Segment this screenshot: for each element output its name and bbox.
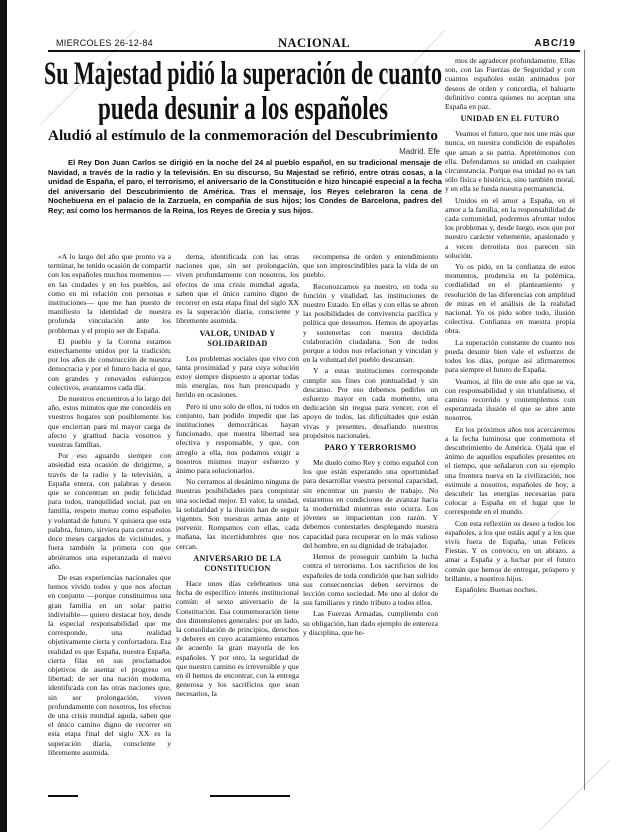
column-1 (48, 252, 171, 759)
headline-line-2: pueda desunir a los españoles (98, 91, 389, 125)
footer-rule (210, 795, 290, 797)
paragraph: Me duelo como Rey y como español con los que están esperando una oportunidad para desarrollar vuestra personal capacidad, sin encontrar un puesto de trabajo. No estaremos en condiciones de avanzar hacia la modernidad mientras esto ocurra. Los jóvenes se impacientan con razón. Y debemos contestarles desplegando nuestra capacidad para recuperar en lo más valioso del hombre, en su dignidad de trabajador. (303, 458, 438, 550)
subheadline: Aludió al estímulo de la conmemoración del Descubrimiento (48, 128, 438, 144)
paragraph: En los próximos años nos acercaremos a la fecha luminosa que conmemora el descubrimiento de América. Ojalá que el ánimo de aquellos españoles presentes en el tiempo, que señalaron con su ejemplo una frontera nueva en la civilización, nos estimule a nosotros, españoles de hoy, a descubrir las energías necesarias para colocar a España en el lugar que le corresponde en el mundo. (445, 424, 575, 517)
paragraph: Yo os pido, en la confianza de estos momentos, prudencia en la polémica, cordialidad en el planteamiento y resolución de las diferencias con amplitud de miras en el análisis de la realidad nacional. Yo os pido sobre todo, ilusión colectiva. Confianza en nuestra propia obra. (445, 262, 575, 336)
paragraph: Por eso aguardo siempre con ansiedad esta ocasión de dirigirme, a través de la radio y la televisión, a España entera, con palabras y deseos que se concentran en pedir felicidad para todos, tranquilidad social, paz en familia, respeto mutuo como españoles y voluntad de futuro. Y quisiera que esta palabra, futuro, sirviera para cerrar estos doce meses cargados de vicisitudes, y fuera también la primera con que abriéramos una esperanzada el nuevo año. (48, 451, 172, 571)
subsection-heading: VALOR, UNIDAD Y SOLIDARIDAD (199, 328, 276, 348)
subsection-heading: PARO Y TERRORISMO (324, 443, 417, 453)
column-2 (176, 252, 299, 701)
headline-line-1: Su Majestad pidió la superación de cuanto (44, 56, 442, 92)
column-divider (584, 50, 585, 790)
paragraph: Unidos en el amor a España, en el amor a la familia, en la responsabilidad de cada comunidad, podremos afrontar todos los problemas y, desde luego, esos que por nuestro carácter vehemente, apasionado y a veces derrotista nos parecen sin solución. (445, 195, 575, 260)
dateline: Madrid. Efe (399, 147, 440, 156)
subsection-heading: ANIVERSARIO DE LA CONSTITUCION (193, 553, 282, 573)
paragraph: No cerramos al desánimo ninguna de nuestras posibilidades para conquistar una sociedad mejor. El valor, la unidad, la solidaridad y la ilusión han de seguir vigentes. Son nuestras armas ante el porvenir. Rompamos con ellas, cada mañana, las incertidumbres que nos cercan. (176, 477, 299, 551)
footer-rule (48, 795, 78, 797)
section-name: NACIONAL (278, 36, 351, 50)
paragraph: recompensa de orden y entendimiento que son imprescindibles para la vida de un pueblo. (303, 252, 438, 280)
paragraph: Las Fuerzas Armadas, cumpliendo con su obligación, han dado ejemplo de entereza y disciplina, que he- (303, 609, 438, 637)
headline (44, 55, 442, 125)
watermark-stroke (540, 760, 610, 830)
column-4 (445, 56, 575, 596)
page-number: ABC/19 (534, 38, 576, 49)
paragraph: De esas experiencias nacionales que hemos vivido todos y que nos afectan en conjunto —porque constituimos una gran familia en un solar patrio indivisible— quiero destacar hoy, desde la especial responsabilidad que me corresponde, una realidad objetivamente cierta y confortadora. Esa realidad es que España, nuestra España, cierra filas en sus proclamados objetivos de asentar el progreso en libertad; de ser una nación moderna, identificada con las otras naciones que, sin ser prolongación, viven profundamente con nosotros, los efectos de una crisis mundial aguda, saben que el único camino digno de recorrer en esta etapa final del siglo XX es la superación diaria, consciente y libremente asumida. (48, 572, 171, 757)
paragraph: Reconozcamos ya nuestro, en toda su función y vitalidad, las instituciones de nuestro Estado. En ellas y con ellas se abren las posibilidades de convivencia pacífica y política que deseamos. Hemos de apoyarlas y sostenerlas con nuestra decidida colaboración ciudadana. Son de todos porque a todos nos relacionan y vinculan y en la voluntad del pueblo descansan. (303, 281, 438, 365)
subsection-heading: UNIDAD EN EL FUTURO (460, 114, 560, 124)
issue-date: MIERCOLES 26-12-84 (56, 38, 153, 48)
paragraph: mos de agradecer profundamente. Ellas son, con las Fuerzas de Seguridad y con cuantos españoles están animados por deseos de orden y concordia, el baluarte definitivo contra quienes no aceptan una España en paz. (445, 56, 575, 112)
paragraph: Y a estas instituciones corresponde cumplir sus fines con puntualidad y sin descanso. Por eso debemos pedirles un esfuerzo mayor en cada momento, una dedicación sin tregua para vencer, con el apoyo de todos, las dificultades que están vivas y presentes, desafiando nuestros propósitos nacionales. (303, 366, 438, 440)
header-rule (48, 50, 580, 52)
paragraph: Con esta reflexión os deseo a todos los españoles, a los que estáis aquí y a los que vivís fuera de España, unas Felices Fiestas. Y os convoco, en un abrazo, a amar a España y a luchar por el futuro común que hemos de entregar, próspero y brillante, a nuestros hijos. (445, 518, 575, 583)
lead-paragraph: El Rey Don Juan Carlos se dirigió en la noche del 24 al pueblo español, en su tradicional mensaje de Navidad, a través de la radio y la televisión. En su discurso, Su Majestad se refirió, entre otras cosas, a la unidad de España, el paro, el terrorismo, el aniversario de la Constitución e hizo hincapié especial a la fecha del aniversario del Descubrimiento de América. Tras el mensaje, los Reyes celebraron la cena de Nochebuena en el palacio de la Zarzuela, en compañía de sus hijos; los Condes de Barcelona, padres del Rey; así como los hermanos de la Reina, los Reyes de Grecia y sus hijos. (48, 158, 442, 215)
paragraph: Veamos el futuro, que nos une más que nunca, en nuestra condición de españoles que aman a su patria. Apretémonos con ella. Defendamos su unidad en cualquier circunstancia. Porque esa unidad no es tan sólo física e histórica, sino también moral, y en ella se funda nuestra permanencia. (445, 129, 575, 194)
paragraph: Veamos, al filo de este año que se va, con responsabilidad y sin triunfalismo, el camino recorrido y contemplemos con esperanzada ilusión el que se abre ante nosotros. (445, 376, 575, 423)
paragraph: La superación constante de cuanto nos pueda desunir bien vale el esfuerzo de todos los días, porque así afirmaremos para siempre el futuro de España. (445, 337, 575, 375)
paragraph: Los problemas sociales que vivo con tanta proximidad y para cuya solución estoy siempre dispuesto a aportar todas mis energías, nos han preocupado y herido en ocasiones. (176, 353, 299, 400)
paragraph: Hemos de proseguir también la lucha contra el terrorismo. Los sacrificios de los españoles de toda condición que han sufrido sus consecuencias deben servirnos de lección como sociedad. Me uno al dolor de sus familiares y rindo tributo a todos ellos. (303, 552, 438, 608)
paragraph: derna, identificada con las otras naciones que, sin ser prolongación, viven profundamente con nosotros, los efectos de una crisis mundial aguda, saben que el único camino digno de recorrer en esta etapa final del siglo XX es la superación diaria, consciente y libremente asumida. (176, 252, 299, 326)
paragraph: «A lo largo del año que pronto va a terminar, he tenido ocasión de compartir con los españoles muchos momentos —en las ciudades y en los pueblos, así como en mi relación con personas e instituciones— que me han puesto de manifiesto la identidad de nuestra profunda vinculación ante los problemas y el propio ser de España. (48, 252, 171, 335)
page-edge (0, 0, 7, 832)
paragraph: El pueblo y la Corona estamos estrechamente unidos por la tradición; por los años de construcción de nuestra democracia y por el futuro hacia el que, con grandes y renovados esfuerzos colectivos, avanzamos cada día. (48, 336, 171, 392)
column-3 (303, 252, 438, 639)
paragraph: De nuestros encuentros a lo largo del año, estos minutos que me concedéis en vuestros hogares son posiblemente los que encierran para mí mayor carga de afecto y gratitud hacia vosotros y vuestras familias. (48, 394, 171, 450)
paragraph: Pero ni uno solo de ellos, ni todos en conjunto, han podido impedir que las instituciones democráticas hayan funcionado, que nuestra libertad sea efectiva y responsable, y que, con arreglo a ella, nos podamos exigir a nosotros mismos mayor esfuerzo y ánimo para solucionarlos. (176, 401, 299, 476)
paragraph: Hace unos días celebramos una fecha de específico interés institucional común: el sexto aniversario de la Constitución. Esa conmemoración tiene dos dimensiones generales: por un lado, la consolidación de principios, derechos y deberes en cuyo acatamiento estamos de acuerdo la gran mayoría de los españoles. Y por otro, la seguridad de que nuestro camino es irreversible y que en él hemos de encontrar, con la entrega generosa y los sacrificios que sean necesarios, la (176, 578, 299, 699)
subheadline-box (44, 126, 442, 146)
paragraph: Españoles: Buenas noches, (455, 584, 538, 594)
